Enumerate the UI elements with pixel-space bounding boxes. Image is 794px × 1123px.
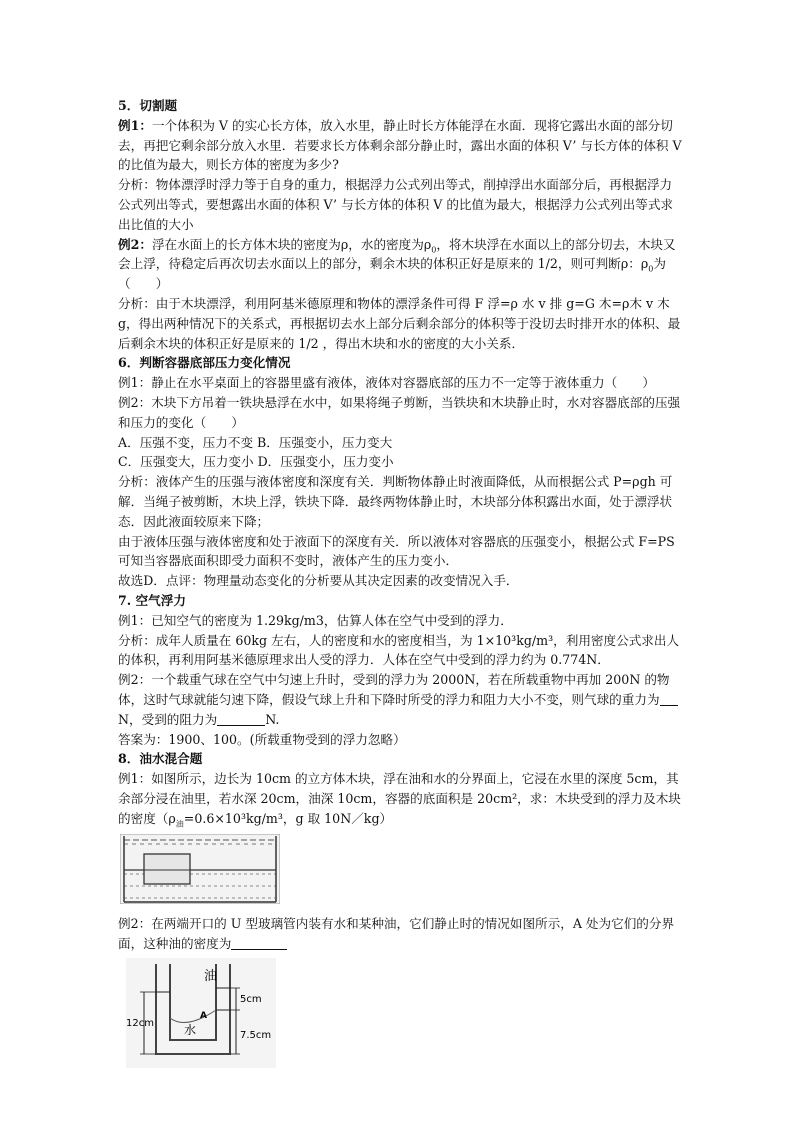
s8-example-2-text: 例2：在两端开口的 U 型玻璃管内装有水和某种油，它们静止时的情况如图所示，A 处为它们的分界面，这种油的密度为 [118,916,675,952]
container-diagram [120,834,280,904]
s5-example-1-analysis: 分析：物体漂浮时浮力等于自身的重力，根据浮力公式列出等式，削掉浮出水面部分后，再根据浮力公式列出等式，要想露出水面的体积 V’ 与长方体的体积 V 的比值为最大，根据浮力公式列出等式求出比值的大小 [118,177,674,232]
document-page [118,96,683,1068]
s7-example-2-text-b: N，受到的阻力为 [118,711,218,727]
subscript-oil: 油 [175,819,184,829]
interface-a-label: A [200,1011,207,1022]
s5-example-1 [118,116,683,175]
u-tube-diagram [126,958,276,1068]
s6-example-1: 例1：静止在水平桌面上的容器里盛有液体，液体对容器底部的压力不一定等于液体重力（ ） [118,375,655,391]
subscript-0: 0 [648,264,654,274]
dim-5cm-label: 5cm [240,994,262,1006]
s5-example-2-analysis: 分析：由于木块漂浮，利用阿基米德原理和物体的漂浮条件可得 F 浮=ρ 水 v 排 g=G 木=ρ木 v 木 g，得出两种情况下的关系式，再根据切去水上部分后剩余部分的体积等于没切去时排开水的体积、最后剩余木块的体积正好是原来的 1/2 ，得出木块和水的密度的大小关系． [118,295,681,351]
s8-example-2 [118,914,683,954]
section-7-heading: 7. 空气浮力 [118,592,186,608]
s7-example-2-text-c: N. [265,711,280,727]
answer-blank [660,693,678,706]
section-5-heading: 5．切割题 [118,98,178,113]
s5-example-2-label: 例2： [118,236,152,252]
s8-example-1-text-b: =0.6×10³kg/m³，g 取 10N／kg） [183,810,393,826]
s7-answer: 答案为：1900、100。(所载重物受到的浮力忽略） [118,731,406,747]
s7-analysis: 分析：成年人质量在 60kg 左右，人的密度和水的密度相当，为 1×10³kg/m³，利用密度公式求出人的体积，再利用阿基米德原理求出人受的浮力．人体在空气中受到的浮力约为 0.774N． [118,632,680,668]
s8-example-1 [118,769,683,828]
u-tube-figure [126,958,276,1068]
s5-example-2-text-b: ，将木块浮在水面以上的部分切去，木块又会上浮，待稳定后再次切去水面以上的部分，剩余木块的体积正好是原来的 1/2，则可判断ρ：ρ [118,236,676,272]
s6-answer: 故选D．点评：物理量动态变化的分析要从其决定因素的改变情况入手． [118,573,519,589]
section-6-heading: 6．判断容器底部压力变化情况 [118,355,291,371]
s5-example-2-text-c: 为（ ） [118,256,666,292]
oil-water-container-figure [120,834,280,904]
dim-7-5cm-label: 7.5cm [240,1030,272,1042]
s6-options-ab: A．压强不变，压力不变 B．压强变小，压力变大 [118,434,393,450]
s5-example-1-text: 一个体积为 V 的实心长方体，放入水里，静止时长方体能浮在水面．现将它露出水面的部分切去，再把它剩余部分放入水里．若要求长方体剩余部分静止时，露出水面的体积 V’ 与长方体的体积 V 的比值为最大，则长方体的密度为多少? [118,117,682,173]
wood-block [144,854,190,884]
s8-example-1-text-a: 例1：如图所示，边长为 10cm 的立方体木块，浮在油和水的分界面上，它浸在水里的深度 5cm，其余部分浸在油里，若水深 20cm，油深 10cm，容器的底面积是 20cm²，求：木块受到的浮力及木块的密度（ρ [118,771,681,826]
s6-analysis-1: 分析：液体产生的压强与液体密度和深度有关．判断物体静止时液面降低，从而根据公式 P=ρgh 可解．当绳子被剪断，木块上浮，铁块下降．最终两物体静止时，木块部分体积露出水面，处于漂浮状态．因此液面较原来下降； [118,474,673,529]
dim-12cm-label: 12cm [126,1018,154,1030]
section-8-heading: 8．油水混合题 [118,751,203,767]
answer-blank [231,937,287,950]
s7-example-2-text-a: 例2：一个载重气球在空气中匀速上升时，受到的浮力为 2000N，若在所载重物中再加 200N 的物体，这时气球就能匀速下降，假设气球上升和下降时所受的浮力和阻力大小不变，则气球的重力为 [118,672,670,707]
s6-analysis-2: 由于液体压强与液体密度和处于液面下的深度有关．所以液体对容器底的压强变小，根据公式 F=PS 可知当容器底面积即受力面积不变时，液体产生的压力变小． [118,533,675,569]
s7-example-2 [118,670,683,729]
subscript-0: 0 [431,245,437,255]
s7-example-1: 例1：已知空气的密度为 1.29kg/m3，估算人体在空气中受到的浮力． [118,612,513,628]
water-label: 水 [184,1023,197,1038]
s6-options-cd: C．压强变大，压力变小 D．压强变小，压力变小 [118,454,394,470]
s5-example-1-label: 例1： [118,117,152,133]
s5-example-2-text-a: 浮在水面上的长方体木块的密度为ρ，水的密度为ρ [151,236,432,252]
s5-example-2 [118,235,683,294]
answer-blank [217,713,265,726]
oil-label: 油 [204,969,218,985]
s6-example-2: 例2：木块下方吊着一铁块悬浮在水中，如果将绳子剪断，当铁块和木块静止时，水对容器底部的压强和压力的变化（ ） [118,394,681,430]
